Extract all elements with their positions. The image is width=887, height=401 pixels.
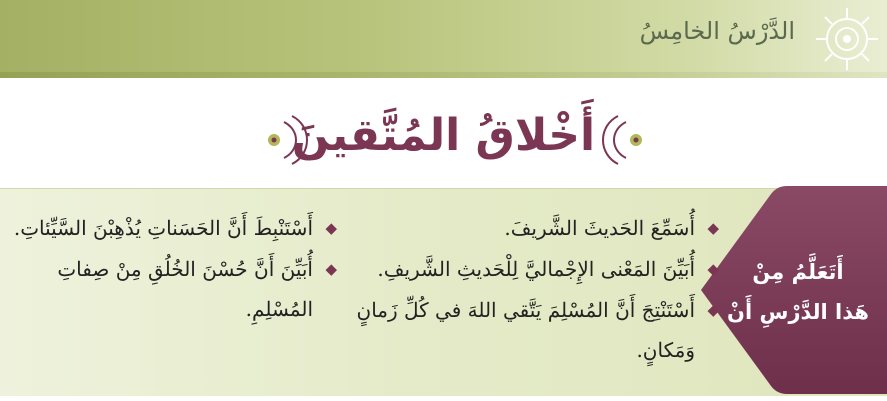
diamond-bullet-icon: ◆: [325, 260, 337, 278]
objective-text: أَسْتَنْتِجَ أَنَّ المُسْلِمَ يَتَّقي اللهَ في كُلِّ زَمانٍ وَمَكانٍ.: [356, 298, 695, 362]
objective-text: أُبَيِّنَ أَنَّ حُسْنَ الخُلُقِ مِنْ صِفاتِ المُسْلِمِ.: [57, 257, 313, 321]
objective-text: أُبَيِّنَ المَعْنى الإِجْماليَّ لِلْحَديثِ الشَّريفِ.: [377, 257, 695, 281]
objective-text: أَسْتَنْبِطَ أَنَّ الحَسَناتِ يُذْهِبْنَ السَّيِّئاتِ.: [13, 216, 313, 240]
diamond-bullet-icon: ◆: [707, 219, 719, 237]
badge-line-1: أَتَعَلَّمُ مِنْ: [752, 260, 844, 284]
lesson-label: الدَّرْسُ الخامِسُ: [639, 17, 795, 45]
diamond-bullet-icon: ◆: [707, 301, 719, 319]
badge-line-2: هَذا الدَّرْسِ أَنْ: [727, 300, 869, 324]
page-title: أَخْلاقُ المُتَّقينَ: [291, 110, 596, 161]
diamond-bullet-icon: ◆: [707, 260, 719, 278]
objective-text: أُسَمِّعَ الحَديثَ الشَّريفَ.: [504, 216, 695, 240]
objectives-badge-text: [723, 252, 873, 332]
objectives-list-left: [3, 208, 337, 330]
list-item: [349, 208, 719, 248]
list-item: [3, 249, 337, 329]
list-item: [349, 249, 719, 289]
list-item: [349, 290, 719, 370]
list-item: [3, 208, 337, 248]
diamond-bullet-icon: ◆: [325, 219, 337, 237]
title-area: [0, 100, 887, 180]
floral-medallion-icon: [803, 2, 883, 76]
objectives-list-right: [349, 208, 719, 371]
